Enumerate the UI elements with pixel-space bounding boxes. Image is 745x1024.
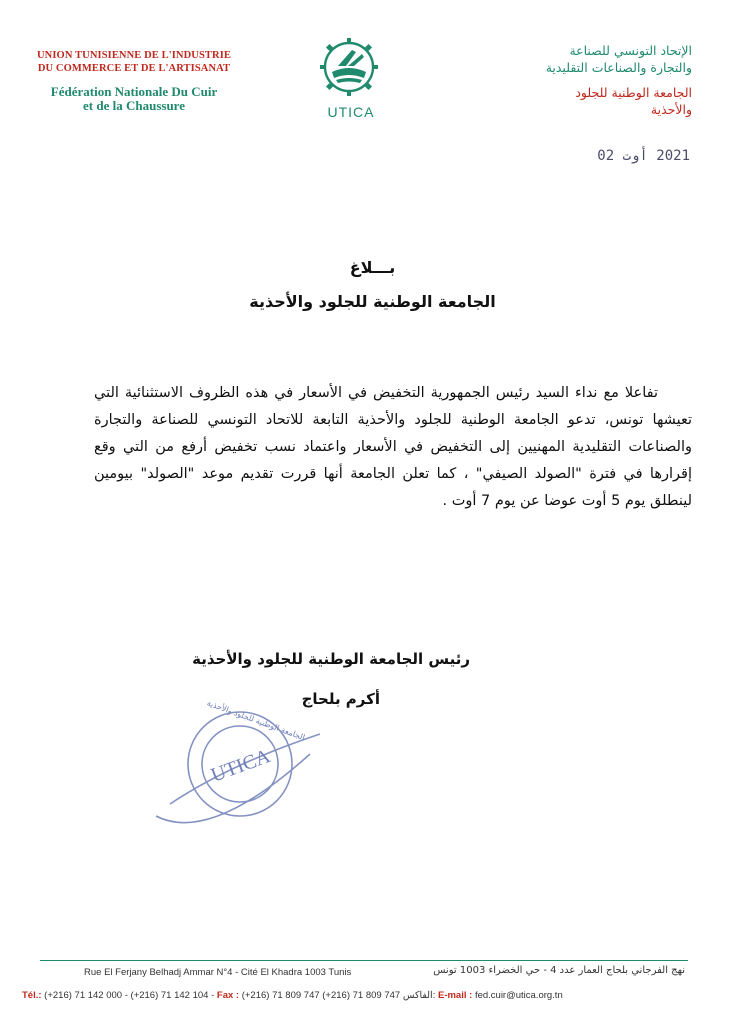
stamp-ring-text: الجامعة الوطنية للجلود والأحذية: [205, 698, 307, 743]
document-date: 2021 أوت 02: [597, 148, 690, 164]
org-name-ar: [470, 42, 692, 76]
org-name-fr: [18, 49, 250, 75]
federation-name-fr: [18, 85, 250, 113]
footer-contact: [22, 990, 702, 1001]
signatory-name: أكرم بلحاج: [301, 690, 380, 708]
fax-label: Fax :: [216, 990, 240, 1001]
logo-text: UTICA: [327, 104, 375, 120]
org-name-fr-line2: DU COMMERCE ET DE L'ARTISANAT: [37, 63, 231, 74]
announcement-paragraph: تفاعلا مع نداء السيد رئيس الجمهورية التخفيض في الأسعار في هذه الظروف الاستثنائية التي تعيشها تونس، تدعو الجامعة الوطنية للجلود والأحذية التابعة للاتحاد التونسي للصناعة والتجارة والصناعات التقليدية المهنيين إلى التخفيض في الأسعار واعتماد نسب تخفيض أرفع من التي وقع إقرارها في فترة "الصولد الصيفي" ، كما تعلن الجامعة أنها قررت تقديم موعد "الصولد" بيومين لينطلق يوم 5 أوت عوضا عن يوم 7 أوت .: [94, 385, 692, 509]
federation-name-ar: [470, 84, 692, 118]
fax-value: (+216) 71 809 747 (+216) 71 809 747: [241, 990, 401, 1001]
document-title: بـــلاغ: [349, 258, 396, 277]
stamp-text: UTICA: [208, 745, 274, 787]
footer-address-fr: Rue El Ferjany Belhadj Ammar N°4 - Cité El Khadra 1003 Tunis: [84, 967, 352, 978]
email-label: E-mail :: [437, 990, 473, 1001]
announcement-body: [94, 380, 692, 515]
footer-divider: [40, 960, 688, 961]
federation-name-ar-line1: الجامعة الوطنية للجلود: [575, 85, 692, 100]
email-value[interactable]: fed.cuir@utica.org.tn: [474, 990, 563, 1001]
fax-ar-label: الفاكس:: [402, 990, 436, 1001]
utica-logo-icon: [318, 36, 380, 98]
footer-address-ar: نهج الفرجاني بلحاج العمار عدد 4 - حي الخضراء 1003 تونس: [433, 965, 685, 976]
document-subtitle: الجامعة الوطنية للجلود والأحذية: [249, 292, 496, 311]
tel-value: (+216) 71 142 000 - (+216) 71 142 104 -: [44, 990, 215, 1001]
tel-label: Tél.:: [22, 990, 42, 1001]
federation-name-fr-line1: Fédération Nationale Du Cuir: [50, 84, 218, 99]
org-name-ar-line1: الإتحاد التونسي للصناعة: [569, 43, 692, 58]
org-name-ar-line2: والتجارة والصناعات التقليدية: [545, 60, 692, 75]
signatory-role: رئيس الجامعة الوطنية للجلود والأحذية: [192, 650, 470, 668]
federation-name-fr-line2: et de la Chaussure: [83, 98, 185, 113]
org-name-fr-line1: UNION TUNISIENNE DE L'INDUSTRIE: [37, 50, 231, 61]
official-stamp: [150, 694, 325, 854]
federation-name-ar-line2: والأحذية: [650, 102, 692, 117]
